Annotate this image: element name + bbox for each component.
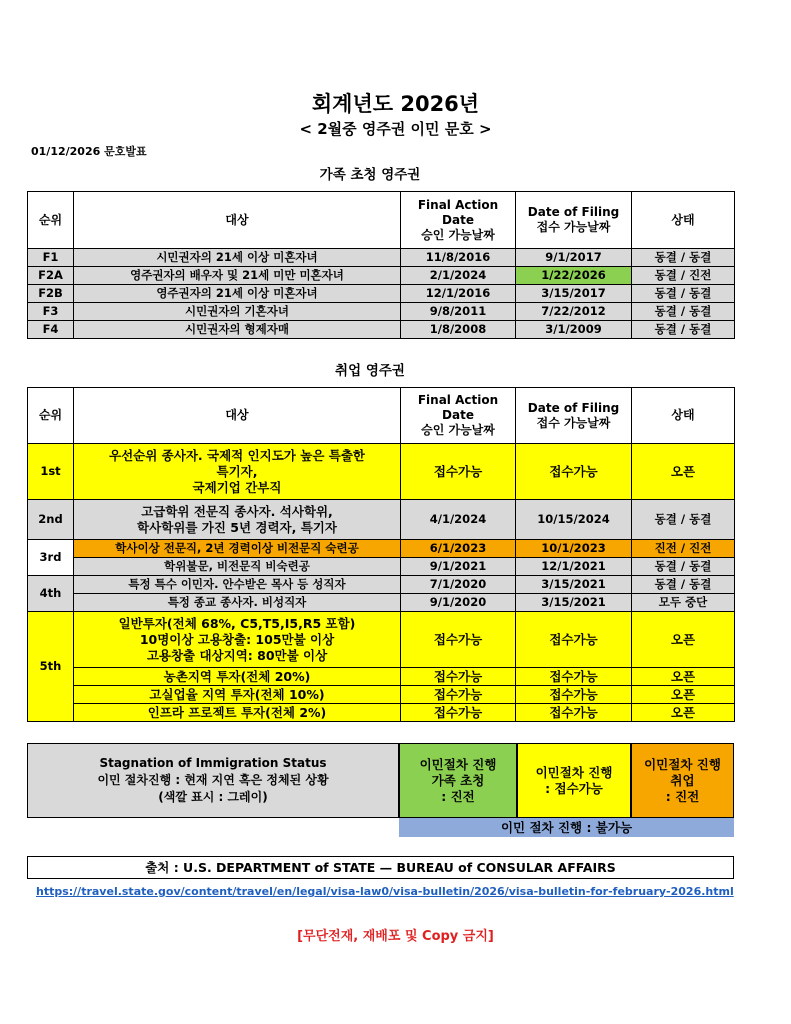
target-cell: 특정 종교 종사자. 비성직자	[74, 594, 401, 612]
header-filing	[516, 388, 632, 444]
status-cell: 오픈	[632, 612, 735, 668]
filing-cell: 10/1/2023	[516, 540, 632, 558]
target-cell: 시민권자의 21세 이상 미혼자녀	[74, 249, 401, 267]
header-status: 상태	[632, 192, 735, 249]
header-filing-line1: Date of Filing	[527, 400, 620, 415]
family-row-f4	[28, 321, 735, 339]
employment-row-5th-main	[28, 612, 735, 668]
legend-family-line2: 가족 초청	[431, 772, 485, 788]
legend-open	[517, 743, 631, 818]
final-action-cell: 7/1/2020	[401, 576, 516, 594]
employment-table	[27, 387, 735, 722]
rank-cell: F2A	[28, 267, 74, 285]
target-cell: 시민권자의 형제자매	[74, 321, 401, 339]
page-subtitle: < 2월중 영주권 이민 문호 >	[299, 120, 492, 138]
target-cell	[74, 444, 401, 500]
status-cell: 동결 / 동결	[632, 576, 735, 594]
rank-cell: 3rd	[28, 540, 74, 576]
final-action-cell: 1/8/2008	[401, 321, 516, 339]
header-rank: 순위	[28, 192, 74, 249]
final-action-cell: 접수가능	[401, 444, 516, 500]
filing-cell: 접수가능	[516, 704, 632, 722]
target-cell	[74, 500, 401, 540]
copyright-warning: [무단전재, 재배포 및 Copy 금지]	[297, 929, 494, 944]
filing-cell: 9/1/2017	[516, 249, 632, 267]
legend-employment-line1: 이민절차 진행	[644, 756, 721, 772]
legend-employment-progress	[631, 743, 734, 818]
employment-row-5th-infrastructure	[28, 704, 735, 722]
filing-cell: 접수가능	[516, 668, 632, 686]
header-final-action	[401, 388, 516, 444]
employment-section-title: 취업 영주권	[335, 363, 405, 379]
target-cell	[74, 612, 401, 668]
target-cell: 고실업율 지역 투자(전체 10%)	[74, 686, 401, 704]
target-line: 국제기업 간부직	[192, 479, 282, 495]
target-cell: 영주권자의 21세 이상 미혼자녀	[74, 285, 401, 303]
family-row-f2a	[28, 267, 735, 285]
final-action-cell: 접수가능	[401, 704, 516, 722]
status-cell: 동결 / 동결	[632, 500, 735, 540]
header-final-action	[401, 192, 516, 249]
announce-date: 01/12/2026 문호발표	[31, 145, 147, 158]
header-status: 상태	[632, 388, 735, 444]
final-action-cell: 9/1/2021	[401, 558, 516, 576]
status-cell: 동결 / 동결	[632, 558, 735, 576]
color-legend	[27, 743, 734, 820]
rank-cell: 2nd	[28, 500, 74, 540]
legend-stagnation-line3: (색깔 표시 : 그레이)	[158, 790, 268, 804]
final-action-cell: 9/8/2011	[401, 303, 516, 321]
legend-family-progress	[399, 743, 517, 818]
header-filing-line2: 접수 가능날짜	[536, 415, 611, 430]
header-final-action-line1: Final Action	[417, 393, 499, 407]
header-filing	[516, 192, 632, 249]
employment-row-2nd	[28, 500, 735, 540]
target-line: 고용창출 대상지역: 80만불 이상	[146, 647, 328, 663]
filing-cell: 접수가능	[516, 444, 632, 500]
final-action-cell: 2/1/2024	[401, 267, 516, 285]
header-filing-line2: 접수 가능날짜	[536, 220, 611, 234]
filing-cell: 3/15/2021	[516, 594, 632, 612]
header-target: 대상	[74, 388, 401, 444]
header-target: 대상	[74, 192, 401, 249]
final-action-cell: 접수가능	[401, 612, 516, 668]
final-action-cell: 12/1/2016	[401, 285, 516, 303]
header-filing-line1: Date of Filing	[527, 205, 620, 219]
filing-cell-progress: 1/22/2026	[516, 267, 632, 285]
filing-cell: 7/22/2012	[516, 303, 632, 321]
final-action-cell: 11/8/2016	[401, 249, 516, 267]
filing-cell: 10/15/2024	[516, 500, 632, 540]
target-cell: 영주권자의 배우자 및 21세 미만 미혼자녀	[74, 267, 401, 285]
status-cell: 모두 중단	[632, 594, 735, 612]
target-cell: 학위불문, 비전문직 비숙련공	[74, 558, 401, 576]
legend-family-line3: : 진전	[441, 788, 475, 804]
target-line: 우선순위 종사자. 국제적 인지도가 높은 특출한	[109, 447, 365, 463]
family-row-f3	[28, 303, 735, 321]
source-link[interactable]: https://travel.state.gov/content/travel/en/legal/visa-law0/visa-bulletin/2026/visa-bulletin-for-february-2026.html	[36, 885, 734, 898]
rank-cell: 4th	[28, 576, 74, 612]
employment-row-4th-b	[28, 594, 735, 612]
employment-row-5th-rural	[28, 668, 735, 686]
page-title: 회계년도 2026년	[311, 92, 480, 116]
status-cell: 오픈	[632, 668, 735, 686]
target-line: 10명이상 고용창출: 105만불 이상	[139, 631, 335, 647]
employment-row-3rd-a	[28, 540, 735, 558]
legend-employment-line2: 취업	[670, 772, 695, 788]
legend-stagnation-line1: Stagnation of Immigration Status	[99, 756, 327, 770]
final-action-cell: 4/1/2024	[401, 500, 516, 540]
status-cell: 동결 / 동결	[632, 303, 735, 321]
status-cell: 동결 / 진전	[632, 267, 735, 285]
header-final-action-line2: Date	[442, 408, 474, 422]
status-cell: 오픈	[632, 686, 735, 704]
source-box: 출처 : U.S. DEPARTMENT of STATE — BUREAU of CONSULAR AFFAIRS	[27, 856, 734, 879]
employment-row-5th-high-unemployment	[28, 686, 735, 704]
employment-row-3rd-b	[28, 558, 735, 576]
family-row-f1	[28, 249, 735, 267]
family-section-title: 가족 초청 영주권	[319, 167, 421, 183]
header-final-action-line1: Final Action	[417, 197, 499, 212]
employment-row-4th-a	[28, 576, 735, 594]
legend-unavailable: 이민 절차 진행 : 불가능	[399, 818, 734, 837]
target-line: 고급학위 전문직 종사자. 석사학위,	[141, 503, 333, 519]
family-header-row	[28, 192, 735, 249]
final-action-cell: 접수가능	[401, 668, 516, 686]
filing-cell: 접수가능	[516, 686, 632, 704]
target-cell: 농촌지역 투자(전체 20%)	[74, 668, 401, 686]
header-final-action-line3: 승인 가능날짜	[421, 227, 495, 242]
family-row-f2b	[28, 285, 735, 303]
rank-cell: F2B	[28, 285, 74, 303]
rank-cell: F1	[28, 249, 74, 267]
header-rank: 순위	[28, 388, 74, 444]
status-cell: 동결 / 동결	[632, 285, 735, 303]
target-line: 일반투자(전체 68%, C5,T5,I5,R5 포함)	[118, 615, 356, 631]
target-cell: 학사이상 전문직, 2년 경력이상 비전문직 숙련공	[74, 540, 401, 558]
filing-cell: 3/15/2017	[516, 285, 632, 303]
employment-header-row	[28, 388, 735, 444]
target-cell: 시민권자의 기혼자녀	[74, 303, 401, 321]
status-cell: 진전 / 진전	[632, 540, 735, 558]
legend-open-line1: 이민절차 진행	[535, 764, 613, 780]
rank-cell: F3	[28, 303, 74, 321]
employment-row-1st	[28, 444, 735, 500]
legend-employment-line3: : 진전	[665, 788, 700, 804]
family-table	[27, 191, 735, 339]
filing-cell: 12/1/2021	[516, 558, 632, 576]
filing-cell: 접수가능	[516, 612, 632, 668]
final-action-cell: 6/1/2023	[401, 540, 516, 558]
target-cell: 특정 특수 이민자. 안수받은 목사 등 성직자	[74, 576, 401, 594]
status-cell: 오픈	[632, 704, 735, 722]
target-line: 특기자,	[216, 463, 258, 479]
filing-cell: 3/1/2009	[516, 321, 632, 339]
final-action-cell: 접수가능	[401, 686, 516, 704]
rank-cell: F4	[28, 321, 74, 339]
status-cell: 동결 / 동결	[632, 249, 735, 267]
legend-stagnation	[27, 743, 399, 818]
rank-cell: 5th	[28, 612, 74, 722]
status-cell: 동결 / 동결	[632, 321, 735, 339]
legend-open-line2: : 접수가능	[545, 780, 603, 796]
legend-family-line1: 이민절차 진행	[419, 756, 497, 772]
rank-cell: 1st	[28, 444, 74, 500]
header-final-action-line2: Date	[442, 212, 474, 227]
filing-cell: 3/15/2021	[516, 576, 632, 594]
final-action-cell: 9/1/2020	[401, 594, 516, 612]
header-final-action-line3: 승인 가능날짜	[421, 423, 495, 437]
target-line: 학사학위를 가진 5년 경력자, 특기자	[137, 519, 337, 535]
target-cell: 인프라 프로젝트 투자(전체 2%)	[74, 704, 401, 722]
status-cell: 오픈	[632, 444, 735, 500]
legend-stagnation-line2: 이민 절차진행 : 현재 지연 혹은 정체된 상황	[97, 773, 329, 787]
